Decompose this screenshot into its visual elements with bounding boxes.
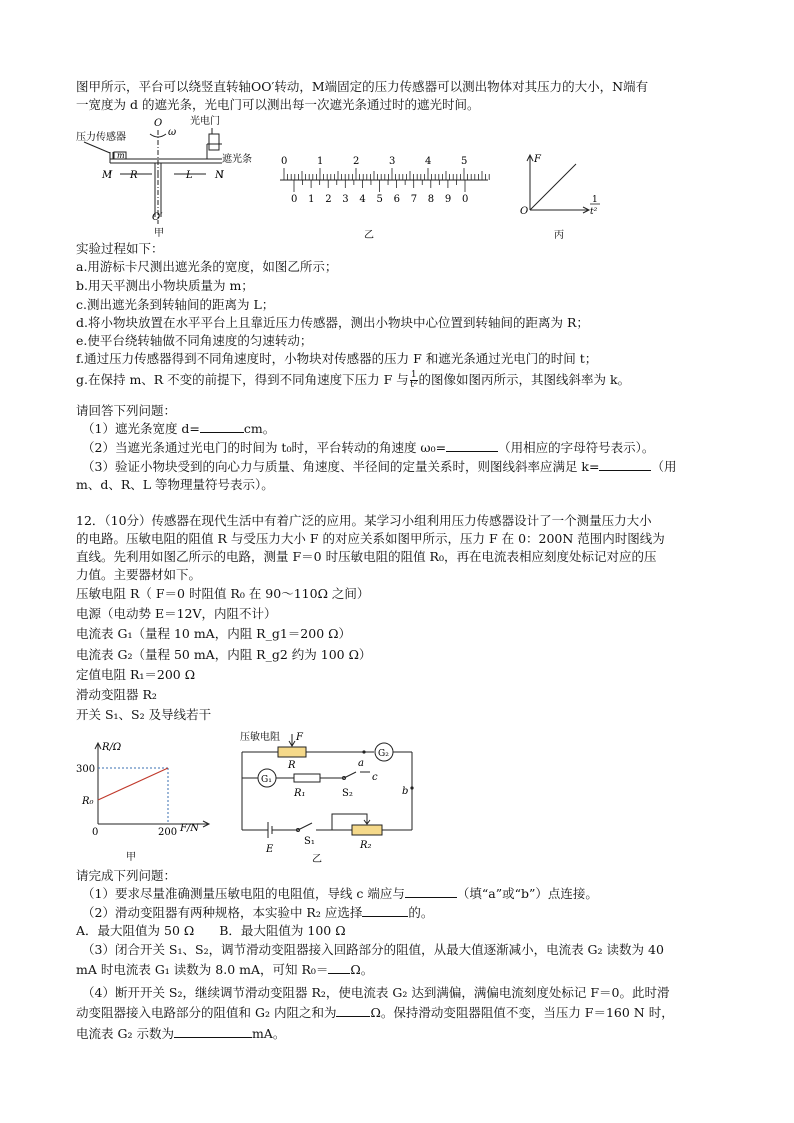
vernier-scale-label: 6 bbox=[393, 194, 400, 205]
jia-O: O bbox=[154, 118, 163, 129]
q12-1-a: （1）要求尽量准确测量压敏电阻的电阻值，导线 c 端应与 bbox=[82, 886, 405, 901]
q12-2-options: A．最大阻值为 50 Ω B．最大阻值为 100 Ω bbox=[76, 923, 346, 938]
item-5: 滑动变阻器 R₂ bbox=[76, 687, 157, 702]
q11-1-blank[interactable] bbox=[200, 420, 244, 433]
bing-caption: 丙 bbox=[554, 230, 564, 241]
main-scale-label: 3 bbox=[389, 156, 396, 167]
q11-1-b: cm。 bbox=[243, 421, 276, 436]
step-g-fraction bbox=[410, 371, 418, 390]
main-scale-label: 4 bbox=[425, 156, 432, 167]
circuit-caption: 乙 bbox=[312, 854, 322, 865]
item-0: 压敏电阻 R（ F＝0 时阻值 R₀ 在 90～110Ω 之间） bbox=[76, 586, 370, 601]
vernier-scale-label: 1 bbox=[308, 194, 315, 205]
jia-strip-label: 遮光条 bbox=[222, 154, 252, 165]
vernier-scale-label: 4 bbox=[359, 194, 366, 205]
circuit-G1: G₁ bbox=[261, 775, 272, 785]
graph-y-label: R/Ω bbox=[102, 742, 122, 753]
jia-sensor-label: 压力传感器 bbox=[76, 132, 126, 143]
q12-4-blank-1[interactable] bbox=[336, 1004, 370, 1017]
q12-1 bbox=[82, 885, 598, 903]
q12-1-blank[interactable] bbox=[405, 885, 457, 898]
graph-caption: 甲 bbox=[126, 852, 136, 863]
circuit-title: 压敏电阻 bbox=[240, 732, 280, 743]
finish-title: 请完成下列问题： bbox=[76, 868, 177, 883]
process-title: 实验过程如下： bbox=[76, 241, 164, 256]
step-g-den: t² bbox=[410, 380, 418, 390]
q12-2-blank[interactable] bbox=[362, 904, 408, 917]
bing-x-num: 1 bbox=[592, 195, 598, 205]
jia-N: N bbox=[215, 170, 224, 181]
q11-2-a: （2）当遮光条通过光电门的时间为 t₀时，平台转动的角速度 ω₀= bbox=[82, 440, 447, 455]
q12-3-c: Ω。 bbox=[350, 962, 374, 977]
vernier-scale-label: 3 bbox=[342, 194, 349, 205]
step-a: a.用游标卡尺测出遮光条的宽度，如图乙所示； bbox=[76, 259, 338, 274]
step-b: b.用天平测出小物块质量为 m； bbox=[76, 278, 254, 293]
figure-yi bbox=[276, 150, 496, 244]
circuit-F: F bbox=[296, 732, 303, 743]
graph-yR0: R₀ bbox=[82, 796, 94, 807]
q12-1-b: （填“a”或“b”）点连接。 bbox=[456, 886, 598, 901]
q12-4-e: mA。 bbox=[251, 1026, 286, 1041]
step-g-b: 的图像如图丙所示，其图线斜率为 k。 bbox=[418, 372, 631, 387]
item-3: 电流表 G₂（量程 50 mA，内阻 R_g2 约为 100 Ω） bbox=[76, 647, 372, 662]
q12-4: （4）断开开关 S₂，继续调节滑动变阻器 R₂，使电流表 G₂ 达到满偏，满偏电流刻度处标记 F＝0。此时滑 bbox=[82, 985, 670, 1000]
q12-3-b: mA 时电流表 G₁ 读数为 8.0 mA，可知 R₀＝ bbox=[76, 962, 329, 977]
item-2: 电流表 G₁（量程 10 mA，内阻 R_g1＝200 Ω） bbox=[76, 626, 351, 641]
circuit-a: a bbox=[358, 758, 364, 769]
main-scale-label: 1 bbox=[317, 156, 324, 167]
circuit-E: E bbox=[266, 844, 274, 855]
figure-jia bbox=[76, 112, 266, 240]
q12-3-blank[interactable] bbox=[328, 961, 350, 974]
step-g bbox=[76, 371, 630, 390]
q12-line-3: 直线。先利用如图乙所示的电路，测量 F＝0 时压敏电阻的阻值 R₀，再在电流表相应刻度处标记对应的压 bbox=[76, 549, 657, 564]
bing-x-den: t² bbox=[590, 207, 598, 217]
bing-origin: O bbox=[520, 206, 529, 217]
vernier-scale-label: 2 bbox=[325, 194, 332, 205]
circuit-S1: S₁ bbox=[304, 836, 315, 847]
step-f: f.通过压力传感器得到不同角速度时，小物块对传感器的压力 F 和遮光条通过光电门的时间 t； bbox=[76, 351, 598, 366]
jia-gate-label: 光电门 bbox=[190, 116, 220, 127]
item-6: 开关 S₁、S₂ 及导线若干 bbox=[76, 707, 212, 722]
q11-2-b: （用相应的字母符号表示）。 bbox=[498, 440, 655, 455]
q11-2 bbox=[82, 439, 654, 457]
q11-2-blank[interactable] bbox=[446, 439, 498, 452]
graph-x0: 0 bbox=[92, 827, 99, 838]
main-scale-label: 0 bbox=[281, 156, 288, 167]
q12-4-cont-2 bbox=[76, 1025, 285, 1043]
step-c: c.测出遮光条到转轴间的距离为 L； bbox=[76, 297, 275, 312]
q11-1 bbox=[82, 420, 275, 438]
q12-3: （3）闭合开关 S₁、S₂，调节滑动变阻器接入回路部分的阻值，从最大值逐渐减小，电流表 G₂ 读数为 40 bbox=[82, 942, 664, 957]
item-4: 定值电阻 R₁＝200 Ω bbox=[76, 667, 196, 682]
intro-line-2: 一宽度为 d 的遮光条，光电门可以测出每一次遮光条通过时的遮光时间。 bbox=[76, 97, 480, 112]
main-scale-label: 5 bbox=[461, 156, 468, 167]
jia-m: m bbox=[117, 151, 125, 160]
circuit-R1: R₁ bbox=[294, 788, 306, 799]
q12-line-4: 力值。主要器材如下。 bbox=[76, 567, 202, 582]
bing-y-label: F bbox=[534, 154, 541, 165]
jia-R: R bbox=[130, 170, 138, 181]
q12-4-blank-2[interactable] bbox=[174, 1025, 252, 1038]
vernier-scale-label: 5 bbox=[376, 194, 383, 205]
graph-y300: 300 bbox=[76, 764, 96, 775]
vernier-scale-label: 7 bbox=[410, 194, 418, 205]
circuit-R2: R₂ bbox=[360, 840, 372, 851]
q12-2-b: 的。 bbox=[408, 905, 434, 920]
q12-4-cont bbox=[76, 1004, 674, 1022]
circuit-R: R bbox=[288, 760, 296, 771]
yi-caption: 乙 bbox=[364, 230, 374, 241]
vernier-scale-label: 0 bbox=[291, 194, 298, 205]
step-g-num: 1 bbox=[410, 370, 417, 380]
q11-3-cont: m、d、R、L 等物理量符号表示）。 bbox=[76, 477, 274, 492]
vernier-scale-label: 9 bbox=[444, 194, 452, 205]
q12-2-a: （2）滑动变阻器有两种规格，本实验中 R₂ 应选择 bbox=[82, 905, 363, 920]
q12-line-1: 12．（10分）传感器在现代生活中有着广泛的应用。某学习小组利用压力传感器设计了一个测量压力大小 bbox=[76, 513, 652, 528]
q11-3 bbox=[82, 458, 677, 476]
jia-O-prime: O′ bbox=[152, 212, 163, 223]
figure-r-f-graph bbox=[74, 738, 214, 864]
vernier-scale-label: 0 bbox=[462, 194, 469, 205]
jia-omega: ω bbox=[168, 127, 177, 138]
q12-4-c: Ω。保持滑动变阻器阻值不变，当压力 F＝160 N 时， bbox=[370, 1005, 674, 1020]
answer-title: 请回答下列问题： bbox=[76, 403, 177, 418]
step-d: d.将小物块放置在水平平台上且靠近压力传感器，测出小物块中心位置到转轴间的距离为 R； bbox=[76, 315, 589, 330]
step-e: e.使平台绕转轴做不同角速度的匀速转动； bbox=[76, 333, 313, 348]
jia-caption: 甲 bbox=[154, 228, 164, 239]
q11-3-a: （3）验证小物块受到的向心力与质量、角速度、半径间的定量关系时，则图线斜率应满足 k= bbox=[82, 459, 600, 474]
q11-3-blank[interactable] bbox=[599, 458, 651, 471]
intro-line-1: 图甲所示，平台可以绕竖直转轴OO′转动，M端固定的压力传感器可以测出物体对其压力的大小，N端有 bbox=[76, 79, 649, 94]
main-scale-label: 2 bbox=[353, 156, 360, 167]
q12-line-2: 的电路。压敏电阻的阻值 R 与受压力大小 F 的对应关系如图甲所示，压力 F 在 0：200N 范围内时图线为 bbox=[76, 531, 665, 546]
circuit-c: c bbox=[372, 772, 378, 783]
jia-L: L bbox=[186, 170, 193, 181]
circuit-G2: G₂ bbox=[378, 749, 389, 759]
item-1: 电源（电动势 E＝12V，内阻不计） bbox=[76, 606, 277, 621]
q11-1-a: （1）遮光条宽度 d= bbox=[82, 421, 200, 436]
jia-M: M bbox=[102, 170, 113, 181]
q12-2 bbox=[82, 904, 433, 922]
q12-3-cont bbox=[76, 961, 373, 979]
q11-3-b: （用 bbox=[651, 459, 677, 474]
figure-bing bbox=[516, 152, 606, 244]
graph-x200: 200 bbox=[158, 827, 178, 838]
step-g-a: g.在保持 m、R 不变的前提下，得到不同角速度下压力 F 与 bbox=[76, 372, 409, 387]
vernier-scale-label: 8 bbox=[427, 194, 435, 205]
circuit-b: b bbox=[402, 786, 409, 797]
figure-circuit bbox=[232, 728, 422, 868]
q12-4-b: 动变阻器接入电路部分的阻值和 G₂ 内阻之和为 bbox=[76, 1005, 337, 1020]
circuit-S2: S₂ bbox=[342, 788, 353, 799]
graph-x-label: F/N bbox=[180, 823, 200, 834]
q12-4-d: 电流表 G₂ 示数为 bbox=[76, 1026, 174, 1041]
